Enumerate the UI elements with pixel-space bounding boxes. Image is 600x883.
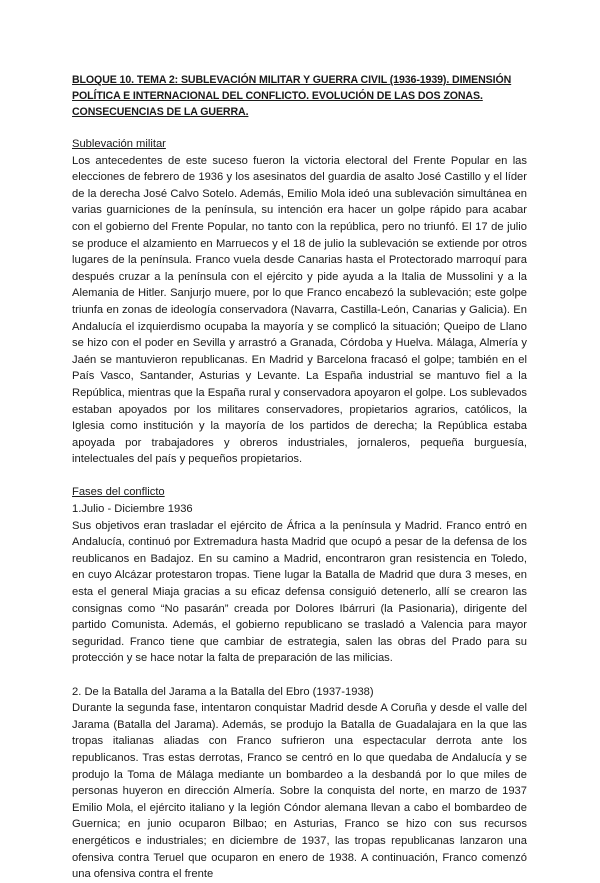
document-page <box>72 72 527 883</box>
section-heading-sublevacion: Sublevación militar <box>72 138 166 150</box>
paragraph-sublevacion: Los antecedentes de este suceso fueron la victoria electoral del Frente Popular en las elecciones de febrero de 1936 y los asesinatos del guardia de asalto José Castillo y el líder de la derecha José Calvo Sotelo. Además, Emilio Mola ideó una sublevación simultánea en varias guarniciones de la península, su intención era hacer un golpe rápido para acabar con el gobierno del Frente Popular, no tanto con la república, pero no triunfó. El 17 de julio se produce el alzamiento en Marruecos y el 18 de julio la sublevación se extiende por otros lugares de la península. Franco vuela desde Canarias hasta el Protectorado marroquí para después cruzar a la península con el ejército y pide ayuda a la Italia de Mussolini y a la Alemania de Hitler. Sanjurjo muere, por lo que Franco encabezó la sublevación; este golpe triunfa en zonas de ideología conservadora (Navarra, Castilla-León, Canarias y Galicia). En Andalucía el izquierdismo ocupaba la mayoría y se complicó la situación; Queipo de Llano se hizo con el poder en Sevilla y arrastró a Granada, Córdoba y Huelva. Málaga, Almería y Jaén se mantuvieron republicanas. En Madrid y Barcelona fracasó el golpe; también en el País Vasco, Santander, Asturias y Levante. La España industrial se mantuvo fiel a la República, mientras que la España rural y conservadora apoyaron el golpe. Los sublevados estaban apoyados por los militares conservadores, propietarios agrarios, católicos, la Iglesia como institución y la mayoría de los partidos de derecha; la República estaba apoyada por trabajadores y obreros industriales, jornaleros, pequeña burguesía, intelectuales del país y pequeños propietarios. <box>72 154 527 466</box>
paragraph-phase-1: Sus objetivos eran trasladar el ejército de África a la península y Madrid. Franco entró en Andalucía, continuó por Extremadura hasta Madrid que ocupó a pesar de la defensa de los reublicanos en Badajoz. En su camino a Madrid, encontraron gran resistencia en Toledo, en cuyo Alcázar protestaron tropas. Tiene lugar la Batalla de Madrid que dura 3 meses, en esta el general Miaja gracias a su eficaz defensa consiguió detenerlo, allí se crearon las consignas como “No pasarán” creada por Dolores Ibárruri (la Pasionaria), dirigente del partido Comunista. Además, el gobierno republicano se trasladó a Valencia para mayor seguridad. Franco tiene que cambiar de estrategia, salen las obras del Prado para su protección y se hace notar la falta de preparación de las milicias. <box>72 519 527 665</box>
phase-2-heading: 2. De la Batalla del Jarama a la Batalla del Ebro (1937-1938) <box>72 685 374 698</box>
phase-1-heading: 1.Julio - Diciembre 1936 <box>72 503 193 516</box>
section-heading-fases: Fases del conflicto <box>72 486 165 499</box>
document-title: BLOQUE 10. TEMA 2: SUBLEVACIÓN MILITAR Y GUERRA CIVIL (1936-1939). DIMENSIÓN POLÍTICA E INTERNACIONAL DEL CONFLICTO. EVOLUCIÓN DE LAS DOS ZONAS. CONSECUENCIAS DE LA GUERRA. <box>72 74 512 118</box>
spacer <box>72 468 527 485</box>
spacer <box>72 667 527 684</box>
paragraph-phase-2: Durante la segunda fase, intentaron conquistar Madrid desde A Coruña y desde el valle del Jarama (Batalla del Jarama). Además, se produjo la Batalla de Guadalajara en la que las tropas italianas aliadas con Franco sufrieron una espectacular derrota ante los republicanos. Tras estas derrotas, Franco se centró en lo que quedaba de Andalucía y se produjo la Toma de Málaga mediante un bombardeo a la desbandá por lo que miles de personas huyeron en dirección Almería. Sobre la conquista del norte, en marzo de 1937 Emilio Mola, el ejército italiano y la legión Cóndor alemana llevan a cabo el bombardeo de Guernica; en junio ocuparon Bilbao; en Asturias, Franco se hizo con sus recursos energéticos e industriales; en diciembre de 1937, las tropas republicanas lanzaron una ofensiva contra Teruel que ocuparon en enero de 1938. A continuación, Franco comenzó una ofensiva contra el frente <box>72 702 527 881</box>
